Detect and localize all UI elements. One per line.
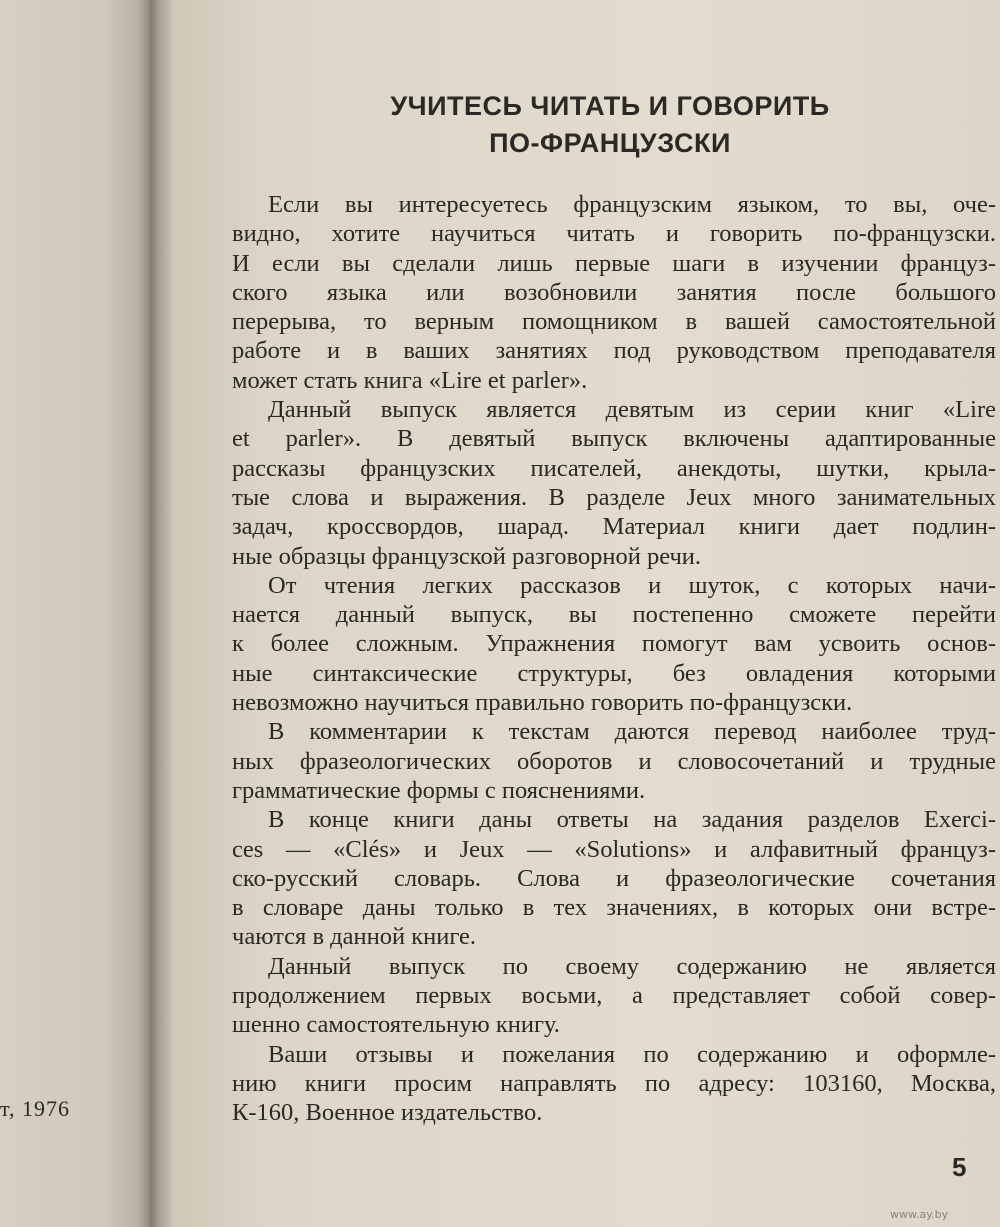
paragraph [232,952,996,1040]
paragraph [232,571,996,717]
text-line: Ваши отзывы и пожелания по содержанию и оформле- [268,1040,996,1068]
text-line: работе и в ваших занятиях под руководством преподавателя [232,337,996,365]
text-line: невозможно научиться правильно говорить по-французски. [232,689,853,717]
text-line: ные синтаксические структуры, без овладения которыми [232,659,996,687]
text-line: Данный выпуск по своему содержанию не является [268,952,996,980]
text-line: Данный выпуск является девятым из серии книг «Lire [268,396,996,424]
text-line: нию книги просим направлять по адресу: 103160, Москва, [232,1069,996,1097]
text-line: В комментарии к текстам даются перевод наиболее труд- [268,718,996,746]
left-page-fragment: т, 1976 [0,1096,70,1121]
text-line: et parler». В девятый выпуск включены адаптированные [232,425,996,453]
paragraph [232,1040,996,1128]
body-text [232,190,996,1128]
text-line: И если вы сделали лишь первые шаги в изучении француз- [232,249,996,277]
title-line-2: ПО-ФРАНЦУЗСКИ [489,128,731,158]
title-line-1: УЧИТЕСЬ ЧИТАТЬ И ГОВОРИТЬ [390,91,830,121]
book-gutter [150,0,172,1227]
left-page [0,0,150,1227]
text-line: видно, хотите научиться читать и говорить по-французски. [232,220,996,248]
text-line: От чтения легких рассказов и шуток, с которых начи- [268,571,996,599]
text-line: продолжением первых восьми, а представляет собой совер- [232,982,996,1010]
watermark: www.ay.by [890,1208,949,1221]
text-line: может стать книга «Lire et parler». [232,366,588,394]
text-line: чаются в данной книге. [232,923,477,951]
page-title [250,88,970,162]
paragraph [232,395,996,571]
text-line: ско-русский словарь. Слова и фразеологические сочетания [232,864,996,892]
text-line: К-160, Военное издательство. [232,1099,543,1127]
paragraph [232,717,996,805]
text-line: нается данный выпуск, вы постепенно сможете перейти [232,601,996,629]
text-line: ных фразеологических оборотов и словосочетаний и трудные [232,747,996,775]
text-line: грамматические формы с пояснениями. [232,776,646,804]
text-line: в словаре даны только в тех значениях, в которых они встре- [232,894,996,922]
text-line: тые слова и выражения. В разделе Jeux много занимательных [232,483,996,511]
text-line: Если вы интересуетесь французским языком, то вы, оче- [268,191,996,218]
text-line: рассказы французских писателей, анекдоты, шутки, крыла- [232,454,996,482]
paragraph [232,190,996,395]
text-line: ces — «Clés» и Jeux — «Solutions» и алфавитный француз- [232,835,996,863]
text-line: к более сложным. Упражнения помогут вам усвоить основ- [232,630,996,658]
text-line: ского языка или возобновили занятия после большого [232,278,996,306]
text-line: В конце книги даны ответы на задания разделов Exerci- [268,806,996,834]
text-line: задач, кроссвордов, шарад. Материал книги дает подлин- [232,513,996,541]
paragraph [232,805,996,951]
page-number: 5 [952,1152,967,1182]
text-line: шенно самостоятельную книгу. [232,1011,560,1039]
text-line: ные образцы французской разговорной речи. [232,542,702,570]
text-line: перерыва, то верным помощником в вашей самостоятельной [232,308,996,336]
